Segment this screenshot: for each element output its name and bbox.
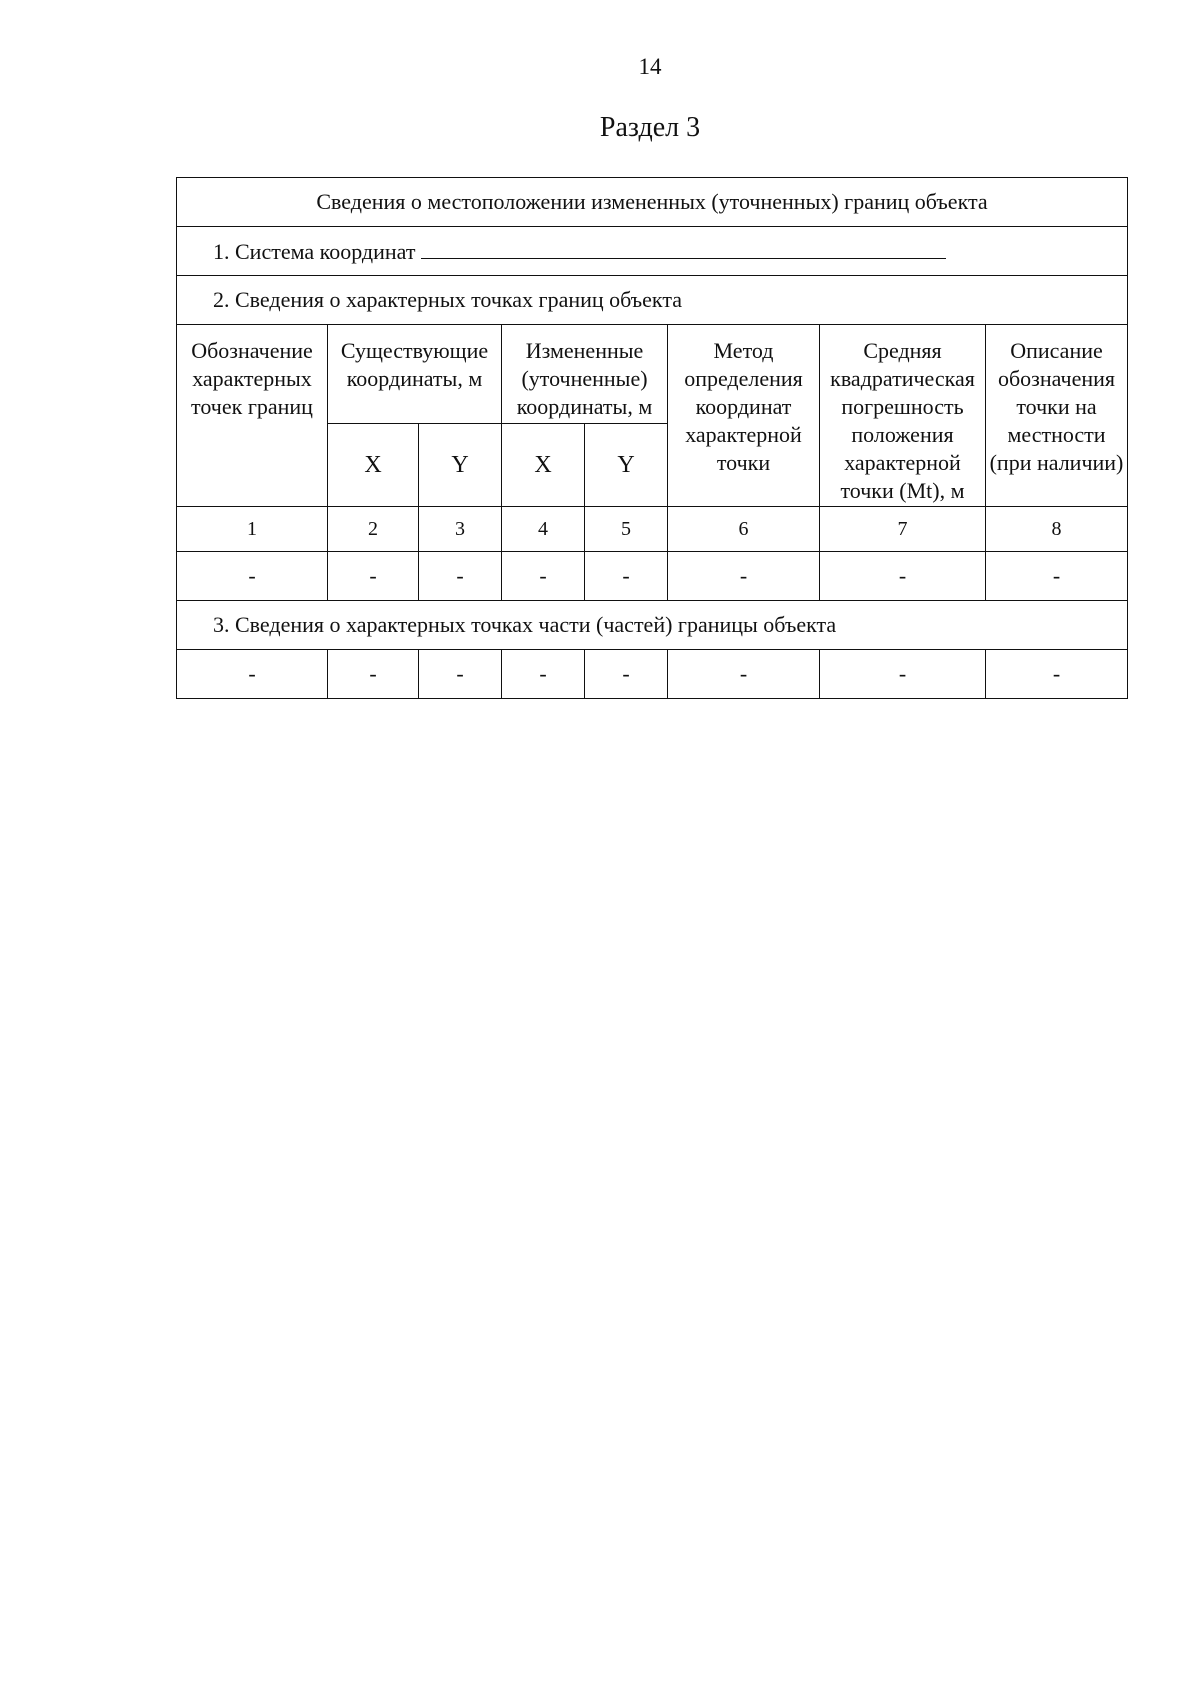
- table-cell: -: [820, 650, 986, 699]
- table-cell: -: [502, 650, 585, 699]
- table-cell: -: [585, 552, 668, 601]
- table-cell: -: [328, 650, 419, 699]
- header-changed-x: X: [502, 424, 585, 507]
- column-number: 1: [177, 507, 328, 552]
- table-cell: -: [986, 552, 1128, 601]
- table-cell: -: [585, 650, 668, 699]
- table-cell: -: [986, 650, 1128, 699]
- points-data-row: [177, 552, 1128, 601]
- coordinate-system-label: 1. Система координат: [213, 239, 416, 264]
- points-section-row: [177, 276, 1128, 325]
- header-point-designation: Обозначение характерных точек границ: [177, 325, 328, 507]
- caption-row: [177, 178, 1128, 227]
- header-existing-x: X: [328, 424, 419, 507]
- column-number: 6: [668, 507, 820, 552]
- boundary-table: [176, 177, 1128, 699]
- parts-section-row: [177, 601, 1128, 650]
- header-method: Метод определения координат характерной точки: [668, 325, 820, 507]
- header-mean-error: Средняя квадратическая погрешность положения характерной точки (Mt), м: [820, 325, 986, 507]
- table-caption: Сведения о местоположении измененных (уточненных) границ объекта: [177, 178, 1128, 227]
- table-cell: -: [419, 552, 502, 601]
- table-cell: -: [668, 650, 820, 699]
- table-cell: -: [177, 552, 328, 601]
- column-number: 2: [328, 507, 419, 552]
- table-cell: -: [820, 552, 986, 601]
- header-existing-coords: Существующие координаты, м: [328, 325, 502, 424]
- table-cell: -: [177, 650, 328, 699]
- header-description: Описание обозначения точки на местности (при наличии): [986, 325, 1128, 507]
- column-number: 7: [820, 507, 986, 552]
- header-existing-y: Y: [419, 424, 502, 507]
- points-section-label: 2. Сведения о характерных точках границ объекта: [177, 276, 1128, 325]
- section-title: Раздел 3: [599, 112, 701, 143]
- column-number: 8: [986, 507, 1128, 552]
- column-number: 5: [585, 507, 668, 552]
- parts-section-label: 3. Сведения о характерных точках части (частей) границы объекта: [177, 601, 1128, 650]
- table-cell: -: [328, 552, 419, 601]
- coordinate-system-cell: [177, 227, 1128, 276]
- parts-data-row: [177, 650, 1128, 699]
- coordinate-system-blank: [421, 236, 946, 259]
- page-number: 14: [638, 54, 662, 79]
- column-number-row: [177, 507, 1128, 552]
- header-changed-y: Y: [585, 424, 668, 507]
- column-number: 4: [502, 507, 585, 552]
- coordinate-system-row: [177, 227, 1128, 276]
- column-number: 3: [419, 507, 502, 552]
- table-cell: -: [668, 552, 820, 601]
- header-changed-coords: Измененные (уточненные) координаты, м: [502, 325, 668, 424]
- table-cell: -: [419, 650, 502, 699]
- header-row: [177, 325, 1128, 424]
- table-cell: -: [502, 552, 585, 601]
